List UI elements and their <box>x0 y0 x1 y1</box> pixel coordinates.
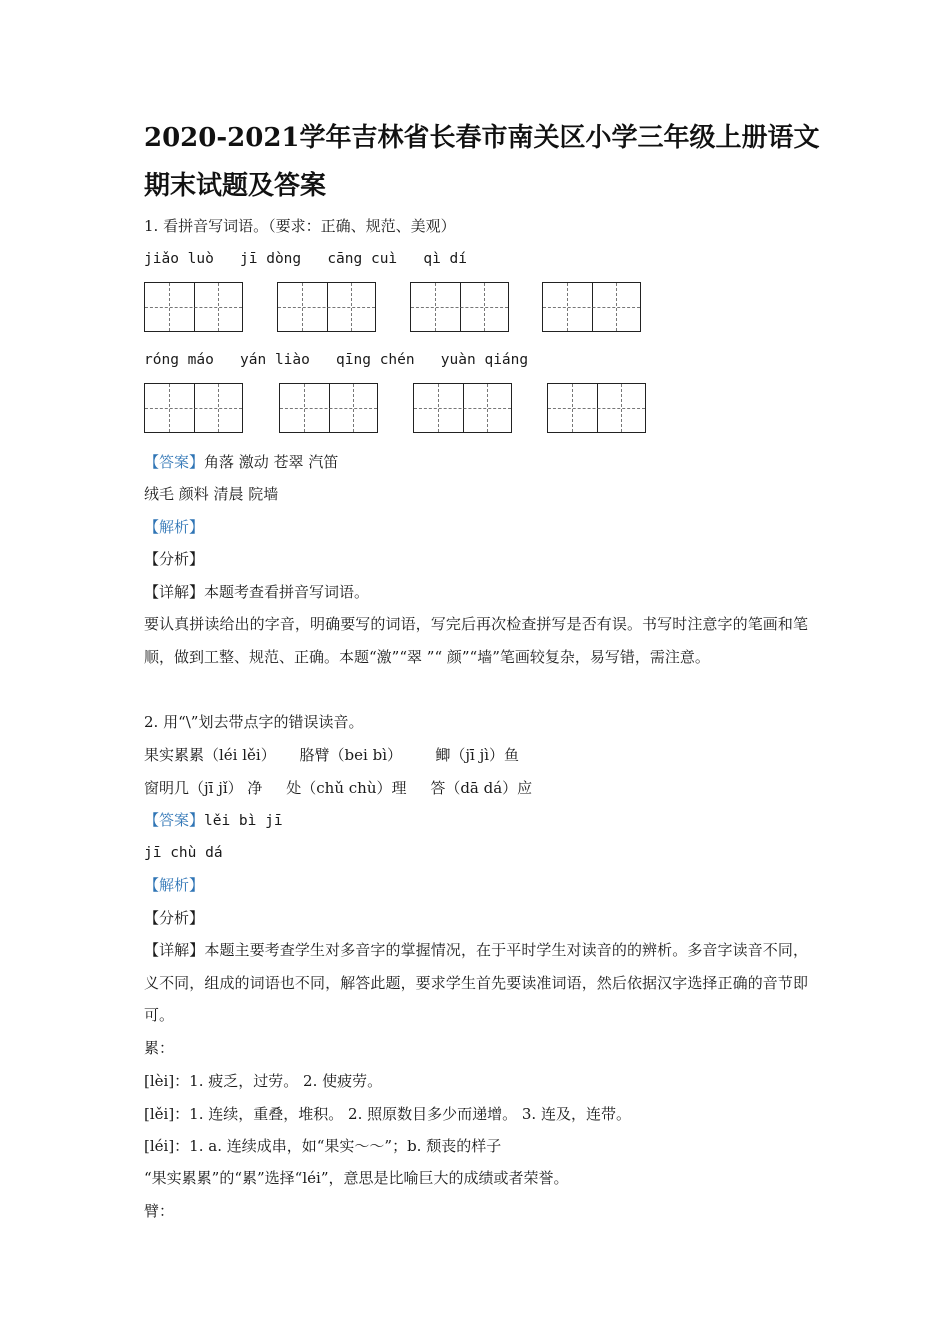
writing-grid-box[interactable] <box>277 282 376 332</box>
q2-lei-def2: [lěi]：1. 连续，重叠，堆积。 2. 照原数目多少而递增。 3. 连及，连带。 <box>144 1105 631 1123</box>
detail-tag: 【详解】 <box>144 583 205 601</box>
q2-detail <box>144 934 808 1032</box>
writing-grid-box[interactable] <box>542 282 641 332</box>
q1-prompt: 1. 看拼音写词语。（要求：正确、规范、美观） <box>144 217 456 235</box>
writing-grid-box[interactable] <box>547 383 646 433</box>
answer-tag: 【答案】 <box>144 453 205 471</box>
q1-detail <box>144 581 369 603</box>
q2-lei-def3: [léi]：1. a. 连续成串，如“果实～～”；b. 颓丧的样子 <box>144 1137 502 1155</box>
q2-answer <box>144 809 283 832</box>
writing-grid-box[interactable] <box>279 383 378 433</box>
page-title: 2020-2021学年吉林省长春市南关区小学三年级上册语文期末试题及答案 <box>144 123 820 201</box>
q1-analysis-tag: 【解析】 <box>144 518 205 536</box>
detail-tag: 【详解】 <box>144 941 205 959</box>
q2-row2: 窗明几（jī jǐ） 净 处（chǔ chù）理 答（dā dá）应 <box>144 779 533 797</box>
writing-grid-box[interactable] <box>410 282 509 332</box>
q2-analysis-tag: 【解析】 <box>144 876 205 894</box>
q1-answer <box>144 451 338 473</box>
q1-explanation: 要认真拼读给出的字音，明确要写的词语，写完后再次检查拼写是否有误。书写时注意字的笔画和笔顺，做到工整、规范、正确。本题“激”“翠 ”“ 颜”“墙”笔画较复杂，易写错，需注意。 <box>144 615 808 666</box>
q1-answer-line2: 绒毛 颜料 清晨 院墙 <box>144 485 279 503</box>
q2-bi-head: 臂： <box>144 1202 175 1220</box>
answer-tag: 【答案】 <box>144 811 205 829</box>
q2-row1: 果实累累（léi lěi） 胳臂（bei bì） 鲫（jī jì）鱼 <box>144 746 520 764</box>
writing-grid-box[interactable] <box>144 282 243 332</box>
q1-fenxi-tag: 【分析】 <box>144 550 205 568</box>
q2-lei-head: 累： <box>144 1039 175 1057</box>
q1-answer-line1: 角落 激动 苍翠 汽笛 <box>204 453 339 471</box>
q2-lei-conclusion: “果实累累”的“累”选择“léi”，意思是比喻巨大的成绩或者荣誉。 <box>144 1169 569 1187</box>
q2-prompt: 2. 用“\”划去带点字的错误读音。 <box>144 713 364 731</box>
writing-grid-box[interactable] <box>144 383 243 433</box>
q2-detail-text: 本题主要考查学生对多音字的掌握情况，在于平时学生对读音的的辨析。多音字读音不同，义不同，组成的词语也不同，解答此题，要求学生首先要读准词语，然后依据汉字选择正确的音节即可。 <box>144 941 808 1024</box>
q2-answer-line1: lěi bì jī <box>204 813 283 829</box>
writing-grid-box[interactable] <box>413 383 512 433</box>
q2-lei-def1: [lèi]：1. 疲乏，过劳。 2. 使疲劳。 <box>144 1072 383 1090</box>
q1-pinyin-row1: jiǎo luò jī dòng cāng cuì qì dí <box>144 251 468 267</box>
q2-answer-line2: jī chù dá <box>144 845 223 861</box>
q1-detail-text: 本题考查看拼音写词语。 <box>204 583 370 601</box>
q2-fenxi-tag: 【分析】 <box>144 909 205 927</box>
q1-pinyin-row2: róng máo yán liào qīng chén yuàn qiáng <box>144 352 529 368</box>
